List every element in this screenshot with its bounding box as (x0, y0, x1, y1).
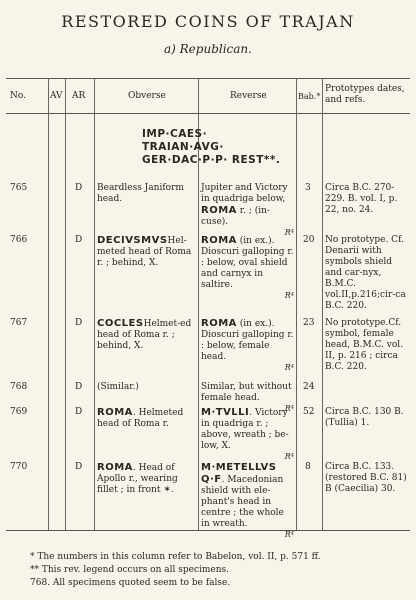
obverse-text (97, 318, 195, 352)
coin-number: 768 (10, 382, 28, 392)
header-gold: AV (50, 91, 63, 101)
reverse-text (201, 183, 294, 238)
coin-number: 767 (10, 318, 28, 328)
footnote: ** This rev. legend occurs on all specimens. (30, 565, 229, 575)
header-prototypes: Prototypes dates, and refs. (325, 84, 405, 105)
metal-mark: D (75, 462, 83, 472)
page-title: RESTORED COINS OF TRAJAN (61, 12, 355, 31)
reverse-description: . Victory in quadriga r. ; above, wreath ; be-low, X. (201, 408, 289, 451)
babelon-number: 52 (303, 407, 315, 417)
page-subtitle: a) Republican. (164, 42, 252, 56)
reverse-description: . Macedonian shield with ele-phant's head in centre ; the whole in wreath. (201, 475, 284, 529)
reverse-text (201, 407, 294, 462)
prototype-text: Circa B.C. 270-229. B. vol. I, p. 22, no. 24. (325, 183, 398, 215)
header-reverse: Reverse (230, 91, 267, 101)
reverse-legend-word: ROMA (201, 205, 237, 216)
header-bab: Bab.* (298, 92, 321, 101)
reverse-description: (in ex.). Dioscuri galloping r. : below, oval shield and carnyx in saltire. (201, 236, 294, 290)
prototype-text: Circa B.C. 133. (restored B.C. 81) B (Caecilia) 30. (325, 462, 407, 494)
obverse-legend: COCLES (97, 318, 144, 329)
metal-mark: D (75, 318, 83, 328)
prototype-text: Circa B.C. 130 B. (Tullia) 1. (325, 407, 404, 428)
reverse-description: Similar, but without female head. (201, 382, 292, 403)
metal-mark: D (75, 235, 83, 245)
rarity-mark: R⁴ (284, 228, 294, 237)
header-obverse: Obverse (128, 91, 166, 101)
column-divider (94, 78, 95, 530)
column-divider (65, 78, 66, 530)
babelon-number: 3 (305, 183, 311, 193)
reverse-text (201, 462, 294, 540)
obverse-text (97, 407, 195, 430)
rarity-mark: R⁴ (284, 530, 294, 539)
rarity-mark: R⁴ (284, 404, 294, 413)
obverse-legend: ROMA (97, 407, 133, 418)
reverse-text (201, 318, 294, 373)
metal-mark: D (75, 382, 83, 392)
header-silver: AR (72, 91, 86, 101)
reverse-legend-word: ROMA (201, 235, 237, 246)
column-divider (322, 78, 323, 530)
obverse-legend: ROMA (97, 462, 133, 473)
obverse-text: Beardless Janiform head. (97, 183, 184, 204)
metal-mark: D (75, 183, 83, 193)
reverse-legend-word: M·TVLLI (201, 407, 250, 418)
reverse-description: r. ; (in-cuse). (201, 206, 270, 227)
babelon-number: 24 (303, 382, 315, 392)
reverse-legend-word: M·METELLVS Q·F (201, 462, 277, 485)
coin-number: 766 (10, 235, 28, 245)
obverse-legend: DECIVSMVS (97, 235, 168, 246)
obverse-description: . Helmeted head of Roma r. (97, 408, 184, 429)
reverse-text (201, 235, 294, 301)
coin-number: 769 (10, 407, 28, 417)
footnote: * The numbers in this column refer to Babelon, vol. II, p. 571 ff. (30, 552, 321, 562)
table-header-rule (6, 113, 410, 114)
reverse-legend: IMP·CAES· TRAIAN·AVG· GER·DAC·P·P· REST**. (142, 128, 281, 166)
babelon-number: 8 (305, 462, 311, 472)
obverse-description: . Head of Apollo r., wearing fillet ; in front ✶. (97, 463, 178, 495)
reverse-description: Jupiter and Victory in quadriga below, (201, 183, 288, 204)
obverse-description: Hel-meted head of Roma r. ; behind, X. (97, 236, 192, 268)
babelon-number: 23 (303, 318, 315, 328)
babelon-number: 20 (303, 235, 315, 245)
obverse-text: (Similar.) (97, 382, 139, 392)
table-top-rule (6, 78, 410, 79)
prototype-text: No prototype.Cf. symbol, female head, B.M.C. vol. II, p. 216 ; circa B.C. 220. (325, 318, 404, 372)
obverse-text (97, 462, 195, 496)
rarity-mark: R⁴ (284, 291, 294, 300)
coin-number: 770 (10, 462, 28, 472)
reverse-legend-word: ROMA (201, 318, 237, 329)
coin-number: 765 (10, 183, 28, 193)
footnote: 768. All specimens quoted seem to be false. (30, 578, 231, 588)
header-no: No. (10, 91, 26, 101)
obverse-text (97, 235, 195, 269)
column-divider (296, 78, 297, 530)
reverse-description: (in ex.). Dioscuri galloping r. : below, female head. (201, 319, 294, 362)
metal-mark: D (75, 407, 83, 417)
column-divider (48, 78, 49, 530)
rarity-mark: R⁴ (284, 363, 294, 372)
rarity-mark: R⁴ (284, 452, 294, 461)
obverse-description: Helmet-ed head of Roma r. ; behind, X. (97, 319, 192, 351)
prototype-text: No prototype. Cf. Denarii with symbols shield and car-nyx, B.M.C. vol.II,p.216;cir-ca B.C. 220. (325, 235, 406, 311)
